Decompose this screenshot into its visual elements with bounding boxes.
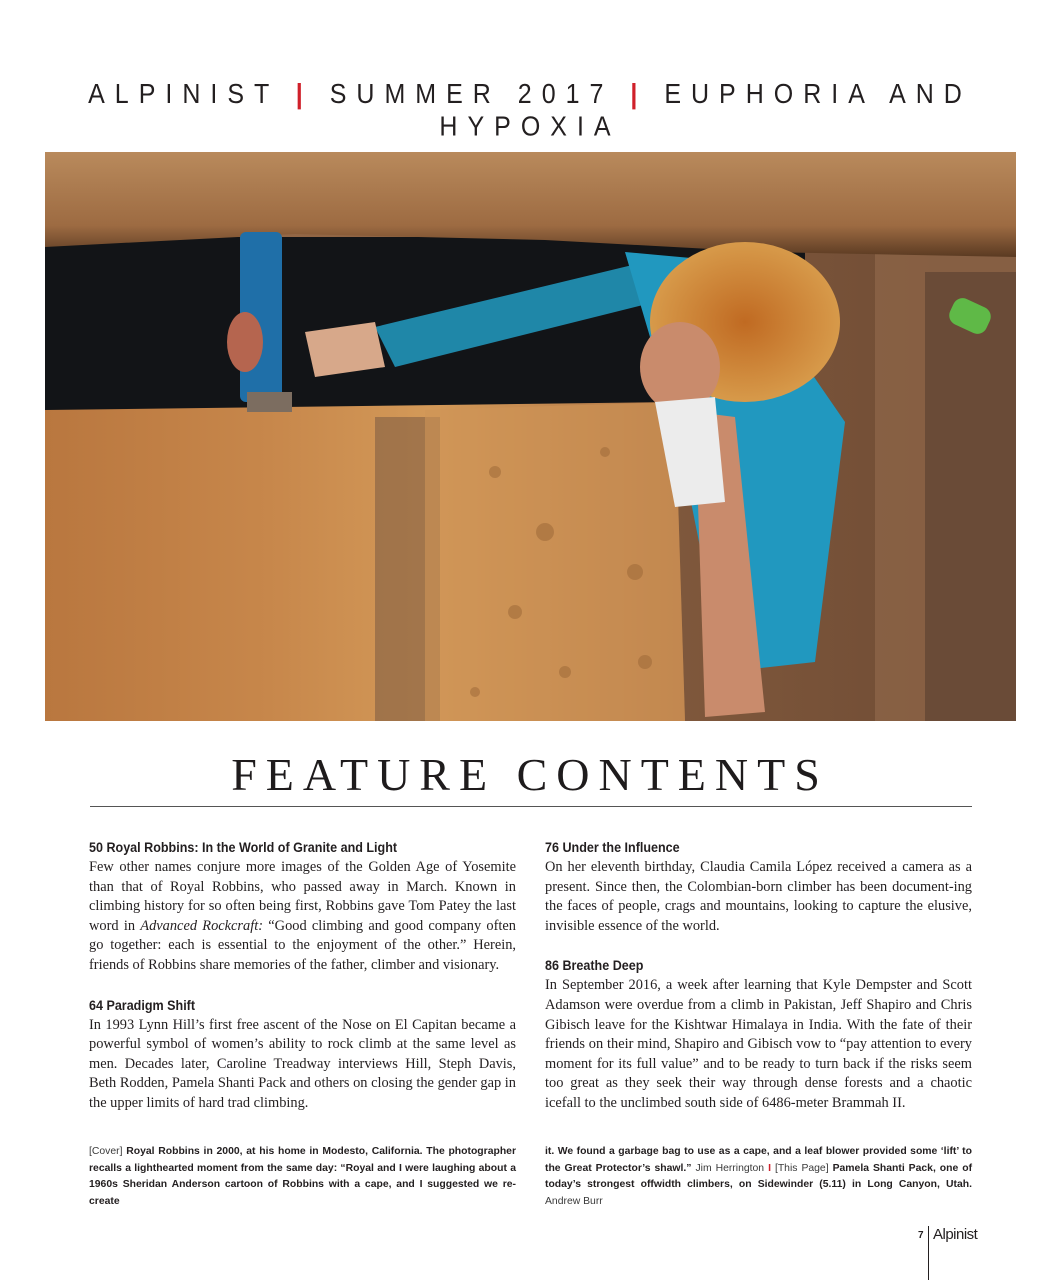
caption-page-text: Pamela Shanti Pack, one of today’s strongest offwidth climbers, on Sidewinder (5.11) in Long Canyon, Utah. [545, 1162, 973, 1191]
folio-brand: Alpinist [933, 1226, 978, 1243]
section-title: FEATURE CONTENTS [231, 749, 829, 800]
photo-caption-left: [Cover] Royal Robbins in 2000, at his home in Modesto, California. The photographer recalls a lighthearted moment from the same day: “Royal and I were laughing about a 1960s Sheridan Anderson cartoon of Robbins with a cape, and I suggested we re-create [89, 1146, 516, 1207]
article-under-the-influence [545, 838, 972, 936]
photo-caption-right: it. We found a garbage bag to use as a cape, and a leaf blower provided some ‘lift’ to the Great Protector’s shawl.” Jim Herrington I [This Page] Pamela Shanti Pack, one of today’s strongest offwidth climbers, on Sidewinder (5.11) in Long Canyon, Utah. Andrew Burr [545, 1146, 973, 1207]
article-body: In 1993 Lynn Hill’s first free ascent of the Nose on El Capitan became a powerful symbol of women’s ability to rock climb at the same level as men. Decades later, Caroline Treadway interviews Hill, Steph Davis, Beth Rodden, Pamela Shanti Pack and others on closing the gender gap in the upper limits of hard trad climbing. [89, 1016, 516, 1111]
article-heading: 86 Breathe Deep [545, 958, 644, 974]
article-heading: 64 Paradigm Shift [89, 997, 196, 1013]
right-column [545, 838, 972, 1134]
running-header [0, 79, 1060, 144]
caption-cover-text: Royal Robbins in 2000, at his home in Modesto, California. The photographer recalls a lighthearted moment from the same day: “Royal and I were laughing about a 1960s Sheridan Anderson cartoon of Robbins with a cape, and I suggested we re-create [89, 1146, 516, 1207]
header-separator: | [295, 78, 313, 110]
article-royal-robbins [89, 838, 516, 976]
left-column [89, 838, 516, 1134]
climbing-photo [45, 152, 1016, 721]
article-body: In September 2016, a week after learning that Kyle Dempster and Scott Adamson were overdue from a climb in Pakistan, Jeff Shapiro and Chris Gibisch leave for the Kishtwar Himalaya in India. With the fate of their friends on their mind, Shapiro and Gibisch vow to “pay attention to every moment for its full value” and to be ready to turn back if the risks seem too great as they seek their way through dense forests and a chaotic icefall to the unclimbed south side of 6486-meter Brammah II. [545, 977, 972, 1111]
caption-page-credit: Andrew Burr [545, 1195, 603, 1207]
title-rule [90, 806, 972, 807]
article-heading: 76 Under the Influence [545, 840, 680, 855]
caption-cover-text-continued: it. We found a garbage bag to use as a cape, and a leaf blower provided some ‘lift’ to the Great Protector’s shawl.” [545, 1146, 972, 1174]
article-paradigm-shift [89, 996, 516, 1114]
header-magazine: ALPINIST [88, 78, 279, 110]
header-theme: EUPHORIA AND HYPOXIA [439, 78, 972, 143]
folio-rule [928, 1226, 929, 1280]
page-number: 7 [918, 1230, 924, 1241]
article-heading: 50 Royal Robbins: In the World of Granite and Light [89, 840, 398, 855]
header-separator: | [630, 78, 648, 110]
header-issue: SUMMER 2017 [329, 78, 614, 110]
article-body: On her eleventh birthday, Claudia Camila López received a camera as a present. Since then, the Colombian-born climber has been document-ing the faces of people, crags and mountains, looking to capture the elusive, invisible essence of the world. [545, 859, 972, 934]
article-body: Few other names conjure more images of the Golden Age of Yosemite than that of Royal Robbins, who passed away in March. Known in climbing history for so often being first, Robbins gave Tom Patey the last word in Advanced Rockcraft: “Good climbing and good company often go together: each is essential to the enjoyment of the other.” Herein, friends of Robbins share memories of the father, climber and visionary. [89, 859, 516, 973]
caption-cover-credit: Jim Herrington [695, 1162, 765, 1174]
caption-divider: I [768, 1162, 771, 1174]
article-breathe-deep [545, 956, 972, 1113]
